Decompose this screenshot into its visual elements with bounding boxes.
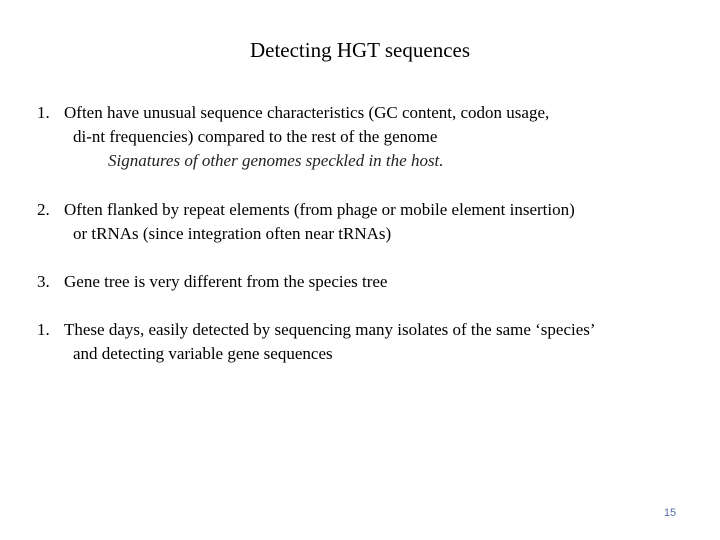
item-number: 3.	[37, 272, 50, 291]
list-item	[37, 270, 707, 294]
item-text-line: Gene tree is very different from the species tree	[64, 272, 388, 291]
list-item	[37, 101, 707, 173]
list-item	[37, 198, 707, 246]
page-number: 15	[663, 507, 677, 519]
item-text-line: di-nt frequencies) compared to the rest of the genome	[73, 127, 438, 146]
item-text-line: Often have unusual sequence characteristics (GC content, codon usage,	[64, 103, 550, 122]
item-number: 1.	[37, 320, 50, 339]
item-number: 2.	[37, 200, 50, 219]
item-text-line: Often flanked by repeat elements (from phage or mobile element insertion)	[64, 200, 575, 219]
slide-title: Detecting HGT sequences	[249, 38, 471, 62]
item-text-line: and detecting variable gene sequences	[73, 344, 333, 363]
item-text-line: or tRNAs (since integration often near tRNAs)	[73, 224, 392, 243]
item-note: Signatures of other genomes speckled in the host.	[108, 151, 444, 170]
list-item	[37, 318, 707, 366]
item-text-line: These days, easily detected by sequencing many isolates of the same ‘species’	[64, 320, 596, 339]
item-number: 1.	[37, 103, 50, 122]
